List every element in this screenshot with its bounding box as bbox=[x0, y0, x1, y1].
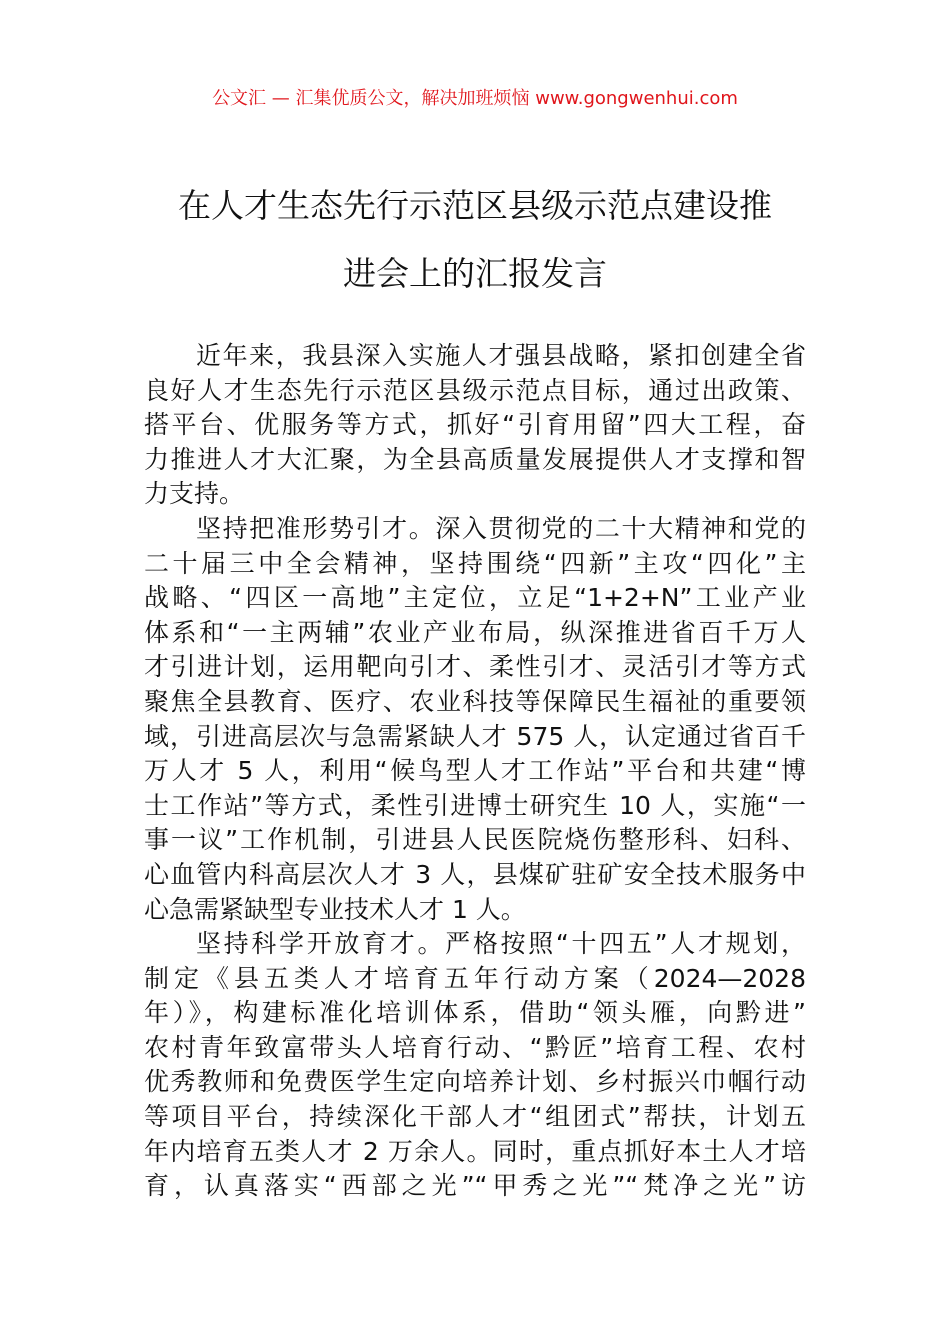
paragraph bbox=[144, 927, 806, 1204]
paragraph-line: 搭平台、优服务等方式，抓好“引育用留”四大工程，奋 bbox=[144, 410, 806, 440]
paragraph-line: 战略、“四区一高地”主定位，立足“1+2+N”工业产业 bbox=[144, 583, 806, 613]
paragraph-line: 年内培育五类人才 2 万余人。同时，重点抓好本土人才培 bbox=[144, 1136, 806, 1166]
paragraph bbox=[144, 512, 806, 927]
paragraph-line: 域，引进高层次与急需紧缺人才 575 人，认定通过省百千 bbox=[144, 721, 806, 751]
paragraph-line: 事一议”工作机制，引进县人民医院烧伤整形科、妇科、 bbox=[144, 825, 806, 855]
paragraph-line: 农村青年致富带头人培育行动、“黔匠”培育工程、农村 bbox=[144, 1032, 806, 1062]
paragraph-line: 二十届三中全会精神，坚持围绕“四新”主攻“四化”主 bbox=[144, 548, 806, 578]
paragraph-line: 等项目平台，持续深化干部人才“组团式”帮扶，计划五 bbox=[144, 1102, 806, 1132]
paragraph-line: 才引进计划，运用靶向引才、柔性引才、灵活引才等方式 bbox=[144, 652, 806, 682]
paragraph-line: 体系和“一主两辅”农业产业布局，纵深推进省百千万人 bbox=[144, 617, 806, 647]
paragraph-line: 近年来，我县深入实施人才强县战略，紧扣创建全省 bbox=[196, 341, 806, 370]
paragraph-line: 聚焦全县教育、医疗、农业科技等保障民生福祉的重要领 bbox=[144, 686, 806, 716]
document-title-line-2: 进会上的汇报发言 bbox=[343, 254, 607, 293]
paragraph-line: 育，认真落实“西部之光”“甲秀之光”“梵净之光”访 bbox=[144, 1171, 806, 1201]
paragraph-line: 年）》，构建标准化培训体系，借助“领头雁，向黔进” bbox=[144, 998, 806, 1028]
document-body bbox=[144, 339, 806, 1204]
paragraph-line: 坚持科学开放育才。严格按照“十四五”人才规划， bbox=[196, 929, 806, 959]
paragraph-line: 力支持。 bbox=[144, 479, 245, 509]
paragraph-line: 万人才 5 人，利用“候鸟型人才工作站”平台和共建“博 bbox=[144, 756, 806, 786]
document-title-line-1: 在人才生态先行示范区县级示范点建设推 bbox=[178, 186, 772, 225]
paragraph-line: 心急需紧缺型专业技术人才 1 人。 bbox=[144, 894, 526, 924]
paragraph-line: 制定《县五类人才培育五年行动方案（2024—2028 bbox=[144, 963, 806, 993]
paragraph-line: 良好人才生态先行示范区县级示范点目标，通过出政策、 bbox=[144, 375, 806, 405]
paragraph-line: 心血管内科高层次人才 3 人，县煤矿驻矿安全技术服务中 bbox=[144, 859, 806, 889]
watermark-header: 公文汇 — 汇集优质公文，解决加班烦恼 www.gongwenhui.com bbox=[212, 88, 738, 109]
paragraph-line: 士工作站”等方式，柔性引进博士研究生 10 人，实施“一 bbox=[144, 790, 806, 820]
paragraph bbox=[144, 339, 806, 512]
paragraph-line: 优秀教师和免费医学生定向培养计划、乡村振兴巾帼行动 bbox=[144, 1067, 806, 1097]
paragraph-line: 坚持把准形势引才。深入贯彻党的二十大精神和党的 bbox=[196, 513, 806, 543]
paragraph-line: 力推进人才大汇聚，为全县高质量发展提供人才支撑和智 bbox=[144, 444, 806, 474]
